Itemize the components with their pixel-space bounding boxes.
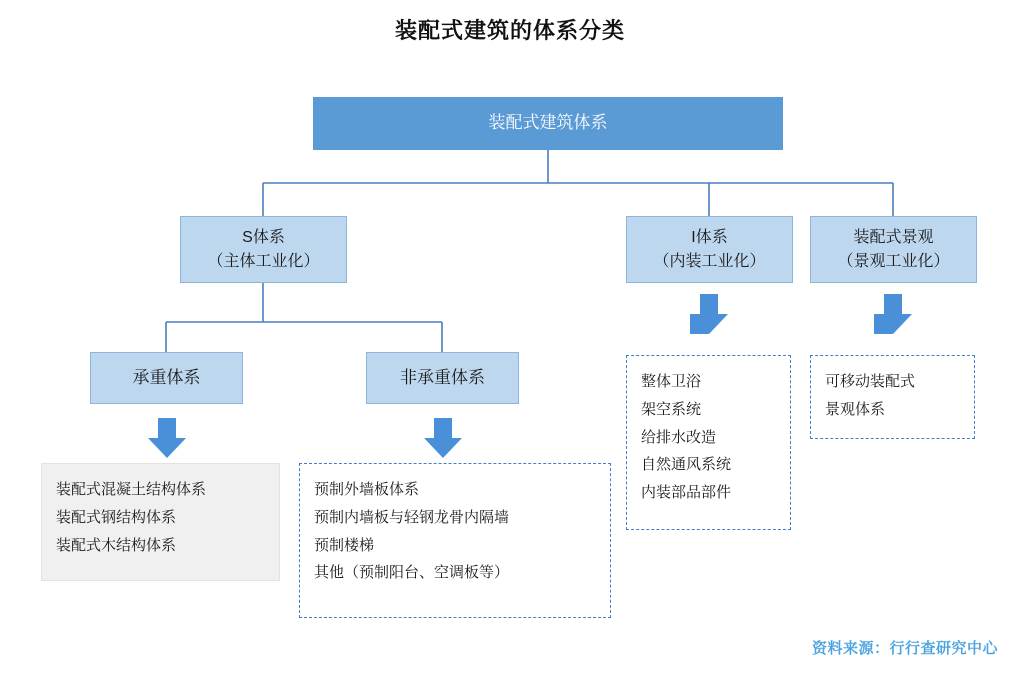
leaf-landscape-items xyxy=(810,355,975,439)
page-title: 装配式建筑的体系分类 xyxy=(394,18,625,43)
list-item: 预制楼梯 xyxy=(314,536,375,554)
node-landscape[interactable] xyxy=(810,216,977,283)
leaf-non-load-bearing-items xyxy=(299,463,611,618)
leaf-load-bearing-items xyxy=(41,463,280,581)
list-item: 装配式钢结构体系 xyxy=(56,508,177,526)
node-load-bearing-label: 承重体系 xyxy=(132,367,201,387)
list-item: 其他（预制阳台、空调板等） xyxy=(314,564,510,582)
list-item: 预制外墙板体系 xyxy=(314,481,420,498)
list-item: 给排水改造 xyxy=(641,428,717,446)
source-note: 资料来源：行行查研究中心 xyxy=(811,640,998,657)
node-load-bearing[interactable] xyxy=(90,352,243,404)
node-i-system[interactable] xyxy=(626,216,793,283)
node-i-system-line1: I体系 xyxy=(691,229,728,247)
list-item: 自然通风系统 xyxy=(641,456,732,474)
list-item: 架空系统 xyxy=(641,400,702,418)
node-s-system-line2: （主体工业化） xyxy=(207,252,320,270)
node-s-system-line1: S体系 xyxy=(242,229,285,247)
list-item: 景观体系 xyxy=(825,400,886,418)
node-s-system[interactable] xyxy=(180,216,347,283)
node-landscape-line2: （景观工业化） xyxy=(837,252,950,270)
list-item: 预制内墙板与轻钢龙骨内隔墙 xyxy=(314,508,510,526)
list-item: 整体卫浴 xyxy=(641,373,702,390)
node-non-load-bearing-label: 非承重体系 xyxy=(400,367,485,387)
node-i-system-line2: （内装工业化） xyxy=(653,252,766,270)
list-item: 装配式木结构体系 xyxy=(56,536,177,554)
node-root-label: 装配式建筑体系 xyxy=(488,113,608,133)
list-item: 装配式混凝土结构体系 xyxy=(56,481,207,498)
list-item: 可移动装配式 xyxy=(825,373,916,390)
list-item: 内装部品部件 xyxy=(641,484,732,501)
node-landscape-line1: 装配式景观 xyxy=(853,229,934,247)
node-non-load-bearing[interactable] xyxy=(366,352,519,404)
leaf-interior-items xyxy=(626,355,791,530)
node-root[interactable] xyxy=(313,97,783,150)
